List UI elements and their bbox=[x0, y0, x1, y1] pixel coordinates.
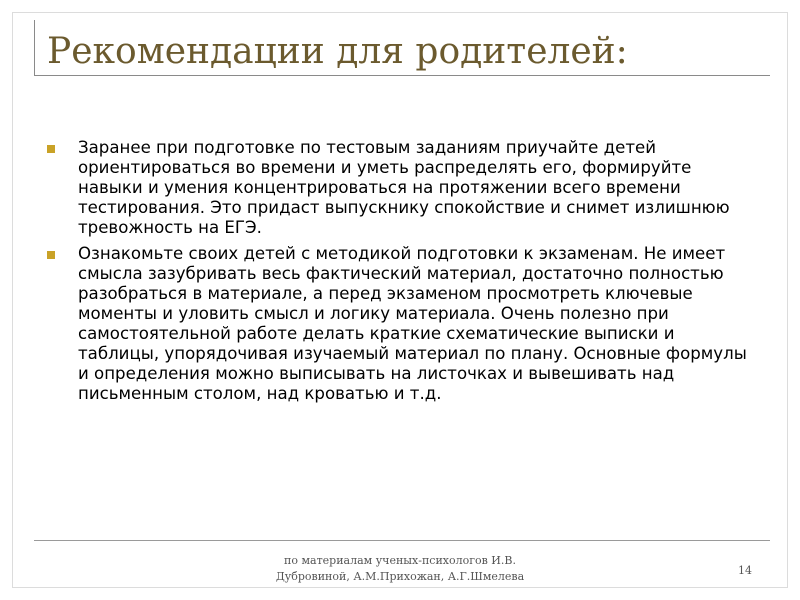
square-bullet-icon bbox=[47, 251, 55, 259]
bullet-list bbox=[47, 138, 759, 410]
footer-rule bbox=[34, 540, 770, 541]
page-number: 14 bbox=[738, 564, 752, 577]
title-vertical-rule bbox=[34, 20, 35, 76]
bullet-item bbox=[47, 138, 759, 238]
square-bullet-icon bbox=[47, 145, 55, 153]
footer-line: по материалам ученых-психологов И.В. bbox=[284, 554, 516, 567]
footer-line: Дубровиной, А.М.Прихожан, А.Г.Шмелева bbox=[275, 570, 525, 583]
footer-citation bbox=[220, 553, 580, 585]
bullet-text: Ознакомьте своих детей с методикой подготовки к экзаменам. Не имеет смысла зазубривать весь фактический материал, достаточно полностью разобраться в материале, а перед экзаменом просмотреть ключевые моменты и уловить смысл и логику материала. Очень полезно при самостоятельной работе делать краткие схематические выписки и таблицы, упорядочивая изучаемый материал по плану. Основные формулы и определения можно выписывать на листочках и вывешивать над письменным столом, над кроватью и т.д. bbox=[78, 244, 747, 403]
bullet-item bbox=[47, 244, 759, 404]
title-horizontal-rule bbox=[34, 75, 770, 76]
slide-title: Рекомендации для родителей: bbox=[47, 31, 628, 72]
bullet-text: Заранее при подготовке по тестовым заданиям приучайте детей ориентироваться во времени и уметь распределять его, формируйте навыки и умения концентрироваться на протяжении всего времени тестирования. Это придаст выпускнику спокойствие и снимет излишнюю тревожность на ЕГЭ. bbox=[78, 138, 730, 237]
